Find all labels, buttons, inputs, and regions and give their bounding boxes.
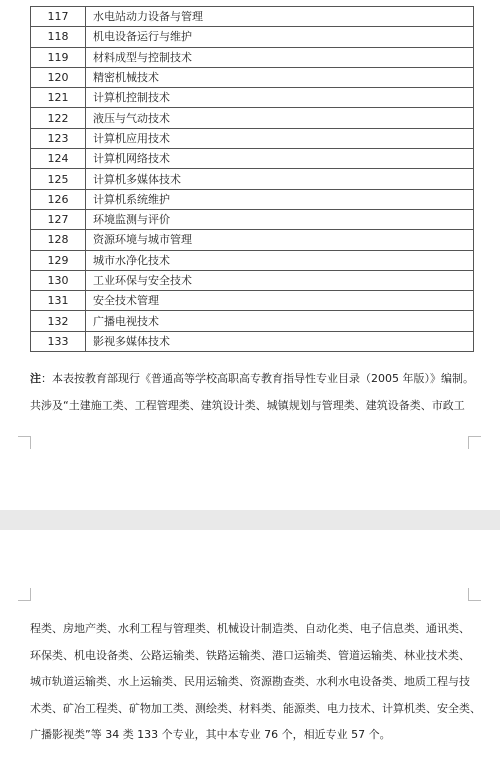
- table-row: [31, 291, 474, 311]
- table-row: [31, 128, 474, 148]
- row-number: 129: [31, 250, 86, 270]
- document-page-2: [0, 530, 500, 773]
- row-number: 132: [31, 311, 86, 331]
- note-text: ：本表按教育部现行《普通高等学校高职高专教育指导性专业目录（2005 年版）》编制。: [41, 372, 474, 385]
- paragraph-line: 术类、矿冶工程类、矿物加工类、测绘类、材料类、能源类、电力技术、计算机类、安全类、: [30, 701, 481, 715]
- row-number: 125: [31, 169, 86, 189]
- row-number: 118: [31, 27, 86, 47]
- row-number: 120: [31, 67, 86, 87]
- row-number: 130: [31, 270, 86, 290]
- table-row: [31, 270, 474, 290]
- page-corner-mark: [18, 588, 31, 601]
- paragraph-line: 城市轨道运输类、水上运输类、民用运输类、资源勘查类、水利水电设备类、地质工程与技: [30, 675, 470, 688]
- major-name: 工业环保与安全技术: [86, 270, 474, 290]
- major-name: 计算机控制技术: [86, 88, 474, 108]
- major-name: 计算机网络技术: [86, 149, 474, 169]
- row-number: 117: [31, 7, 86, 27]
- major-name: 材料成型与控制技术: [86, 47, 474, 67]
- table-row: [31, 169, 474, 189]
- table-row: [31, 7, 474, 27]
- table-row: [31, 67, 474, 87]
- table-row: [31, 250, 474, 270]
- major-name: 计算机多媒体技术: [86, 169, 474, 189]
- major-name: 广播电视技术: [86, 311, 474, 331]
- table-row: [31, 209, 474, 229]
- table-row: [31, 331, 474, 351]
- row-number: 128: [31, 230, 86, 250]
- row-number: 133: [31, 331, 86, 351]
- major-name: 液压与气动技术: [86, 108, 474, 128]
- row-number: 121: [31, 88, 86, 108]
- paragraph-line: 环保类、机电设备类、公路运输类、铁路运输类、港口运输类、管道运输类、林业技术类、: [30, 648, 470, 662]
- paragraph-line: 程类、房地产类、水利工程与管理类、机械设计制造类、自动化类、电子信息类、通讯类、: [30, 622, 470, 635]
- table-row: [31, 149, 474, 169]
- table-note: [30, 372, 480, 386]
- major-name: 计算机应用技术: [86, 128, 474, 148]
- major-name: 城市水净化技术: [86, 250, 474, 270]
- table-row: [31, 27, 474, 47]
- page-corner-mark: [468, 588, 481, 601]
- majors-table: [30, 6, 474, 352]
- major-name: 水电站动力设备与管理: [86, 7, 474, 27]
- major-name: 资源环境与城市管理: [86, 230, 474, 250]
- table-row: [31, 108, 474, 128]
- row-number: 127: [31, 209, 86, 229]
- row-number: 123: [31, 128, 86, 148]
- major-name: 环境监测与评价: [86, 209, 474, 229]
- coverage-paragraph: [30, 616, 481, 749]
- major-name: 机电设备运行与维护: [86, 27, 474, 47]
- row-number: 126: [31, 189, 86, 209]
- row-number: 131: [31, 291, 86, 311]
- note-label: 注: [30, 372, 41, 385]
- row-number: 122: [31, 108, 86, 128]
- paragraph-line: 广播影视类”等 34 类 133 个专业，其中本专业 76 个，相近专业 57 个。: [30, 728, 391, 741]
- page-corner-mark: [468, 436, 481, 449]
- table-row: [31, 88, 474, 108]
- table-row: [31, 311, 474, 331]
- row-number: 124: [31, 149, 86, 169]
- table-row: [31, 230, 474, 250]
- row-number: 119: [31, 47, 86, 67]
- major-name: 影视多媒体技术: [86, 331, 474, 351]
- major-name: 安全技术管理: [86, 291, 474, 311]
- table-row: [31, 47, 474, 67]
- note-coverage-line: 共涉及“土建施工类、工程管理类、建筑设计类、城镇规划与管理类、建筑设备类、市政工: [30, 399, 465, 412]
- majors-table-body: [31, 7, 474, 352]
- major-name: 精密机械技术: [86, 67, 474, 87]
- major-name: 计算机系统维护: [86, 189, 474, 209]
- table-row: [31, 189, 474, 209]
- page-corner-mark: [18, 436, 31, 449]
